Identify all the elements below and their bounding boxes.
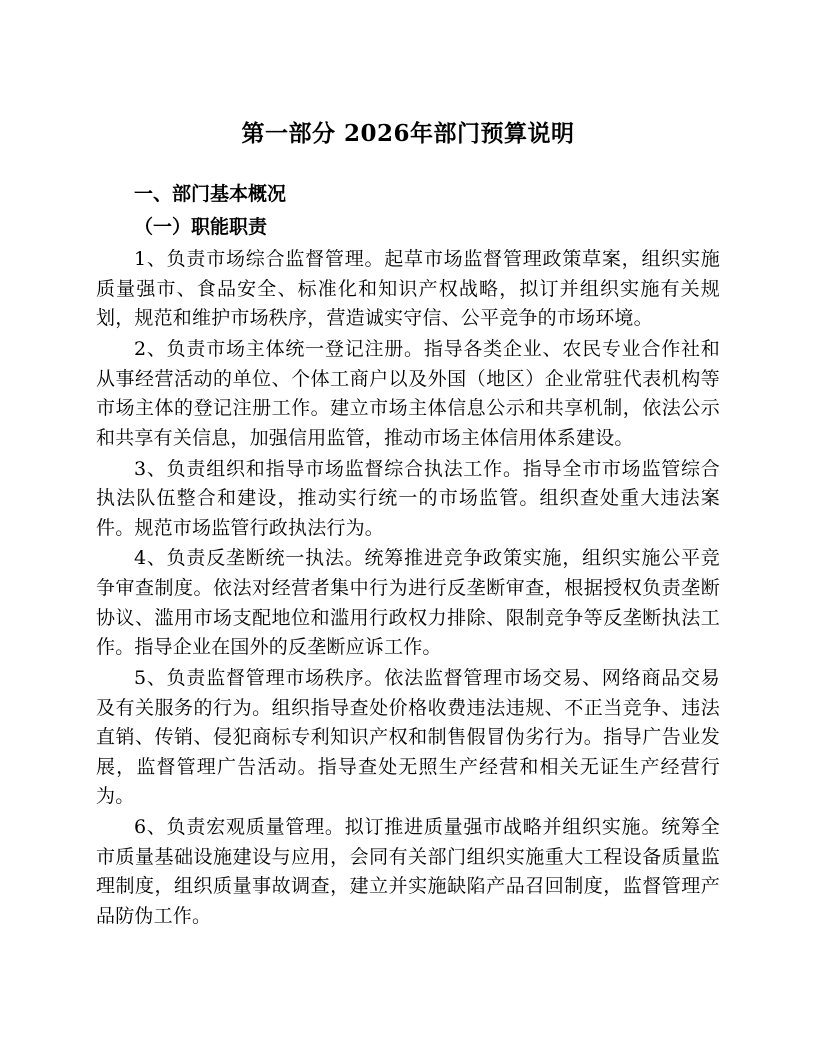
body-paragraph: 6、负责宏观质量管理。拟订推进质量强市战略并组织实施。统筹全市质量基础设施建设与应用，会同有关部门组织实施重大工程设备质量监理制度，组织质量事故调查，建立并实施缺陷产品召回制度，监督管理产品防伪工作。 [96, 816, 720, 927]
body-paragraph: 4、负责反垄断统一执法。统筹推进竞争政策实施，组织实施公平竞争审查制度。依法对经营者集中行为进行反垄断审查，根据授权负责垄断协议、滥用市场支配地位和滥用行政权力排除、限制竞争等反垄断执法工作。指导企业在国外的反垄断应诉工作。 [96, 547, 720, 659]
body-paragraph: 1、负责市场综合监督管理。起草市场监督管理政策草案，组织实施质量强市、食品安全、标准化和知识产权战略，拟订并组织实施有关规划，规范和维护市场秩序，营造诚实守信、公平竞争的市场环境。 [96, 248, 720, 330]
section-heading: 一、部门基本概况 [134, 183, 287, 206]
body-paragraph: 5、负责监督管理市场秩序。依法监督管理市场交易、网络商品交易及有关服务的行为。组织指导查处价格收费违法违规、不正当竞争、违法直销、传销、侵犯商标专利知识产权和制售假冒伪劣行为。指导广告业发展，监督管理广告活动。指导查处无照生产经营和相关无证生产经营行为。 [96, 666, 720, 808]
body-paragraph: 3、负责组织和指导市场监督综合执法工作。指导全市市场监管综合执法队伍整合和建设，推动实行统一的市场监管。组织查处重大违法案件。规范市场监管行政执法行为。 [96, 457, 720, 539]
body-paragraph: 2、负责市场主体统一登记注册。指导各类企业、农民专业合作社和从事经营活动的单位、个体工商户以及外国（地区）企业常驻代表机构等市场主体的登记注册工作。建立市场主体信息公示和共享机制，依法公示和共享有关信息，加强信用监管，推动市场主体信用体系建设。 [96, 338, 720, 449]
page-title: 第一部分 2026年部门预算说明 [241, 120, 575, 147]
subsection-heading: （一）职能职责 [134, 215, 268, 238]
